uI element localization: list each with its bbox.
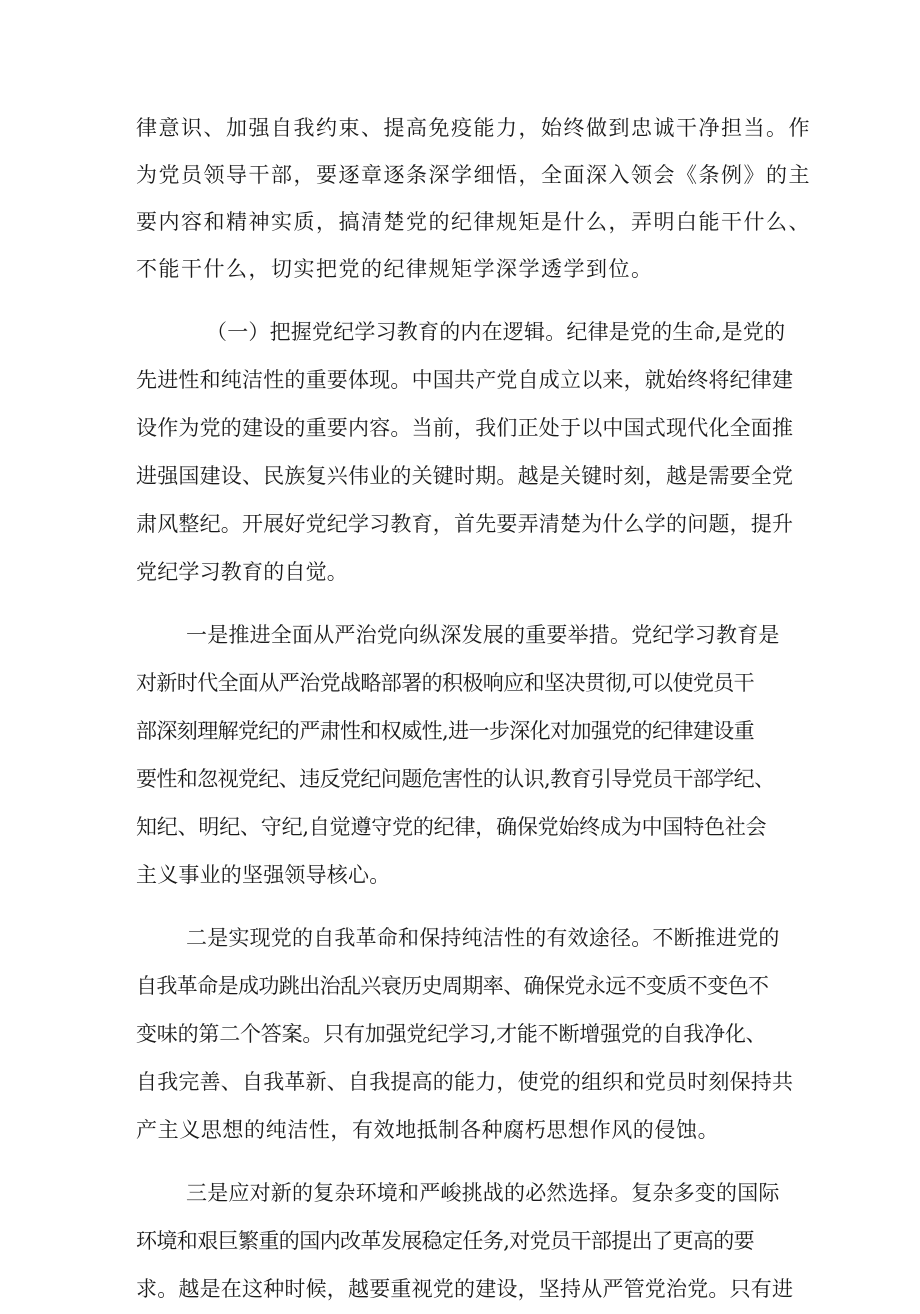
text-line: 主义事业的坚强领导核心。	[136, 863, 391, 887]
text-line: 部深刻理解党纪的严肃性和权威性,进一步深化对加强党的纪律建设重	[136, 719, 755, 743]
section-heading-line: （一）把握党纪学习教育的内在逻辑。纪律是党的生命,是党的	[206, 320, 786, 344]
text-line: 变味的第二个答案。只有加强党纪学习,才能不断增强党的自我净化、	[136, 1022, 767, 1046]
text-line: 二是实现党的自我革命和保持纯洁性的有效途径。不断推进党的	[186, 926, 780, 950]
text-line: 知纪、明纪、守纪,自觉遵守党的纪律，确保党始终成为中国特色社会	[136, 815, 767, 839]
text-line: 对新时代全面从严治党战略部署的积极响应和坚决贯彻,可以使党员干	[136, 671, 755, 695]
text-line: 为党员领导干部，要逐章逐条深学细悟，全面深入领会《条例》的主	[136, 163, 811, 187]
text-line: 党纪学习教育的自觉。	[136, 560, 348, 584]
text-line: 要性和忽视党纪、违反党纪问题危害性的认识,教育引导党员干部学纪、	[136, 767, 775, 791]
text-line: 求。越是在这种时候，越要重视党的建设，坚持从严管党治党。只有进	[136, 1277, 794, 1301]
text-line: 一是推进全面从严治党向纵深发展的重要举措。党纪学习教育是	[186, 623, 780, 647]
text-line: 不能干什么，切实把党的纪律规矩学深学透学到位。	[136, 257, 654, 281]
text-line: 肃风整纪。开展好党纪学习教育，首先要弄清楚为什么学的问题，提升	[136, 512, 794, 536]
text-line: 环境和艰巨繁重的国内改革发展稳定任务,对党员干部提出了更高的要	[136, 1229, 755, 1253]
text-line: 产主义思想的纯洁性，有效地抵制各种腐朽思想作风的侵蚀。	[136, 1118, 720, 1142]
text-line: 要内容和精神实质，搞清楚党的纪律规矩是什么，弄明白能干什么、	[136, 210, 811, 234]
text-line: 进强国建设、民族复兴伟业的关键时期。越是关键时刻，越是需要全党	[136, 464, 794, 488]
text-line: 先进性和纯洁性的重要体现。中国共产党自成立以来，就始终将纪律建	[136, 368, 794, 392]
text-line: 自我革命是成功跳出治乱兴衰历史周期率、确保党永远不变质不变色不	[136, 974, 769, 998]
text-line: 自我完善、自我革新、自我提高的能力，使党的组织和党员时刻保持共	[136, 1070, 794, 1094]
text-line: 律意识、加强自我约束、提高免疫能力，始终做到忠诚干净担当。作	[136, 116, 811, 140]
text-line: 三是应对新的复杂环境和严峻挑战的必然选择。复杂多变的国际	[186, 1181, 780, 1205]
text-line: 设作为党的建设的重要内容。当前，我们正处于以中国式现代化全面推	[136, 416, 794, 440]
